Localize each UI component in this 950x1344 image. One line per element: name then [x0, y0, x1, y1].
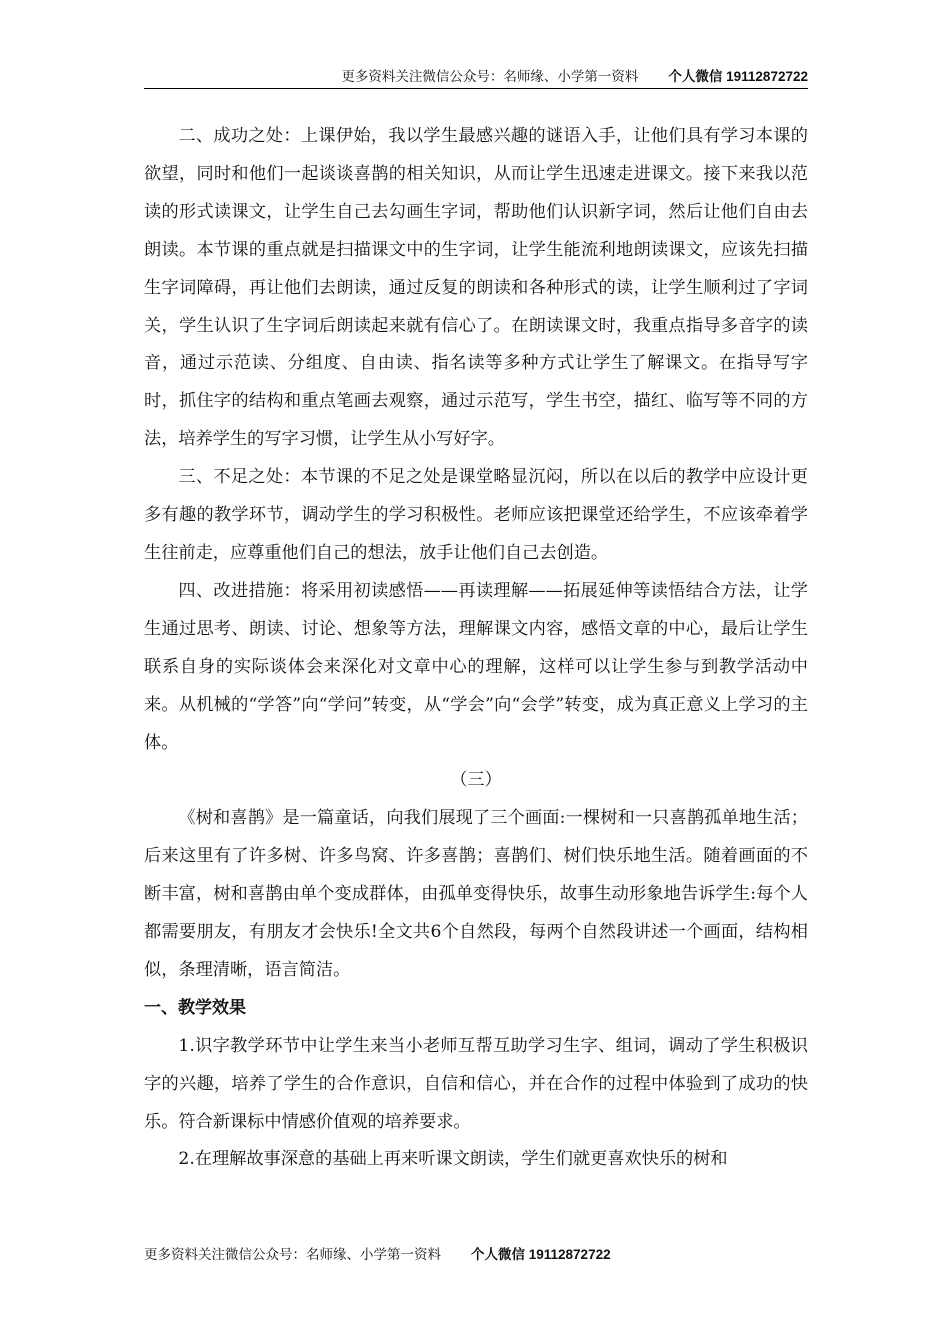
footer-text: 更多资料关注微信公众号：名师缘、小学第一资料 [144, 1247, 441, 1263]
paragraph-improvements: 四、改进措施：将采用初读感悟——再读理解——拓展延伸等读悟结合方法，让学生通过思考、朗读、讨论、想象等方法，理解课文内容，感悟文章的中心，最后让学生联系自身的实际谈体会来深化对文章中心的理解，这样可以让学生参与到教学活动中来。从机械的“学答”向“学问”转变，从“学会”向“会学”转变，成为真正意义上学习的主体。 [144, 580, 808, 753]
document-body [144, 118, 808, 1179]
paragraph-intro: 《树和喜鹊》是一篇童话，向我们展现了三个画面:一棵树和一只喜鹊孤单地生活；后来这里有了许多树、许多鸟窝、许多喜鹊；喜鹊们、树们快乐地生活。随着画面的不断丰富，树和喜鹊由单个变成群体，由孤单变得快乐，故事生动形象地告诉学生:每个人都需要朋友，有朋友才会快乐!全文共6个自然段，每两个自然段讲述一个画面，结构相似，条理清晰，语言简洁。 [144, 808, 808, 980]
section-heading: 一、教学效果 [144, 997, 246, 1018]
header-text: 更多资料关注微信公众号：名师缘、小学第一资料 [341, 69, 639, 85]
list-item-2: 2.在理解故事深意的基础上再来听课文朗读，学生们就更喜欢快乐的树和 [178, 1149, 728, 1170]
header-phone: 个人微信 19112872722 [668, 69, 808, 84]
paragraph-success: 二、成功之处：上课伊始，我以学生最感兴趣的谜语入手，让他们具有学习本课的欲望，同时和他们一起谈谈喜鹊的相关知识，从而让学生迅速走进课文。接下来我以范读的形式读课文，让学生自己去勾画生字词，帮助他们认识新字词，然后让他们自由去朗读。本节课的重点就是扫描课文中的生字词，让学生能流利地朗读课文，应该先扫描生字词障碍，再让他们去朗读，通过反复的朗读和各种形式的读，让学生顺利过了字词关，学生认识了生字词后朗读起来就有信心了。在朗读课文时，我重点指导多音字的读音，通过示范读、分组度、自由读、指名读等多种方式让学生了解课文。在指导写字时，抓住字的结构和重点笔画去观察，通过示范写，学生书空，描红、临写等不同的方法，培养学生的写字习惯，让学生从小写好字。 [144, 126, 808, 450]
list-item-1: 1.识字教学环节中让学生来当小老师互帮互助学习生字、组词，调动了学生积极识字的兴趣，培养了学生的合作意识，自信和信心，并在合作的过程中体验到了成功的快乐。符合新课标中情感价值观的培养要求。 [144, 1035, 808, 1132]
page-header [144, 66, 808, 88]
paragraph-shortcomings: 三、不足之处：本节课的不足之处是课堂略显沉闷，所以在以后的教学中应设计更多有趣的教学环节，调动学生的学习积极性。老师应该把课堂还给学生，不应该牵着学生往前走，应尊重他们自己的想法，放手让他们自己去创造。 [144, 467, 808, 563]
page-footer [144, 1244, 611, 1266]
header-divider [144, 88, 808, 89]
section-marker: （三） [450, 770, 502, 791]
footer-phone: 个人微信 19112872722 [471, 1247, 611, 1262]
